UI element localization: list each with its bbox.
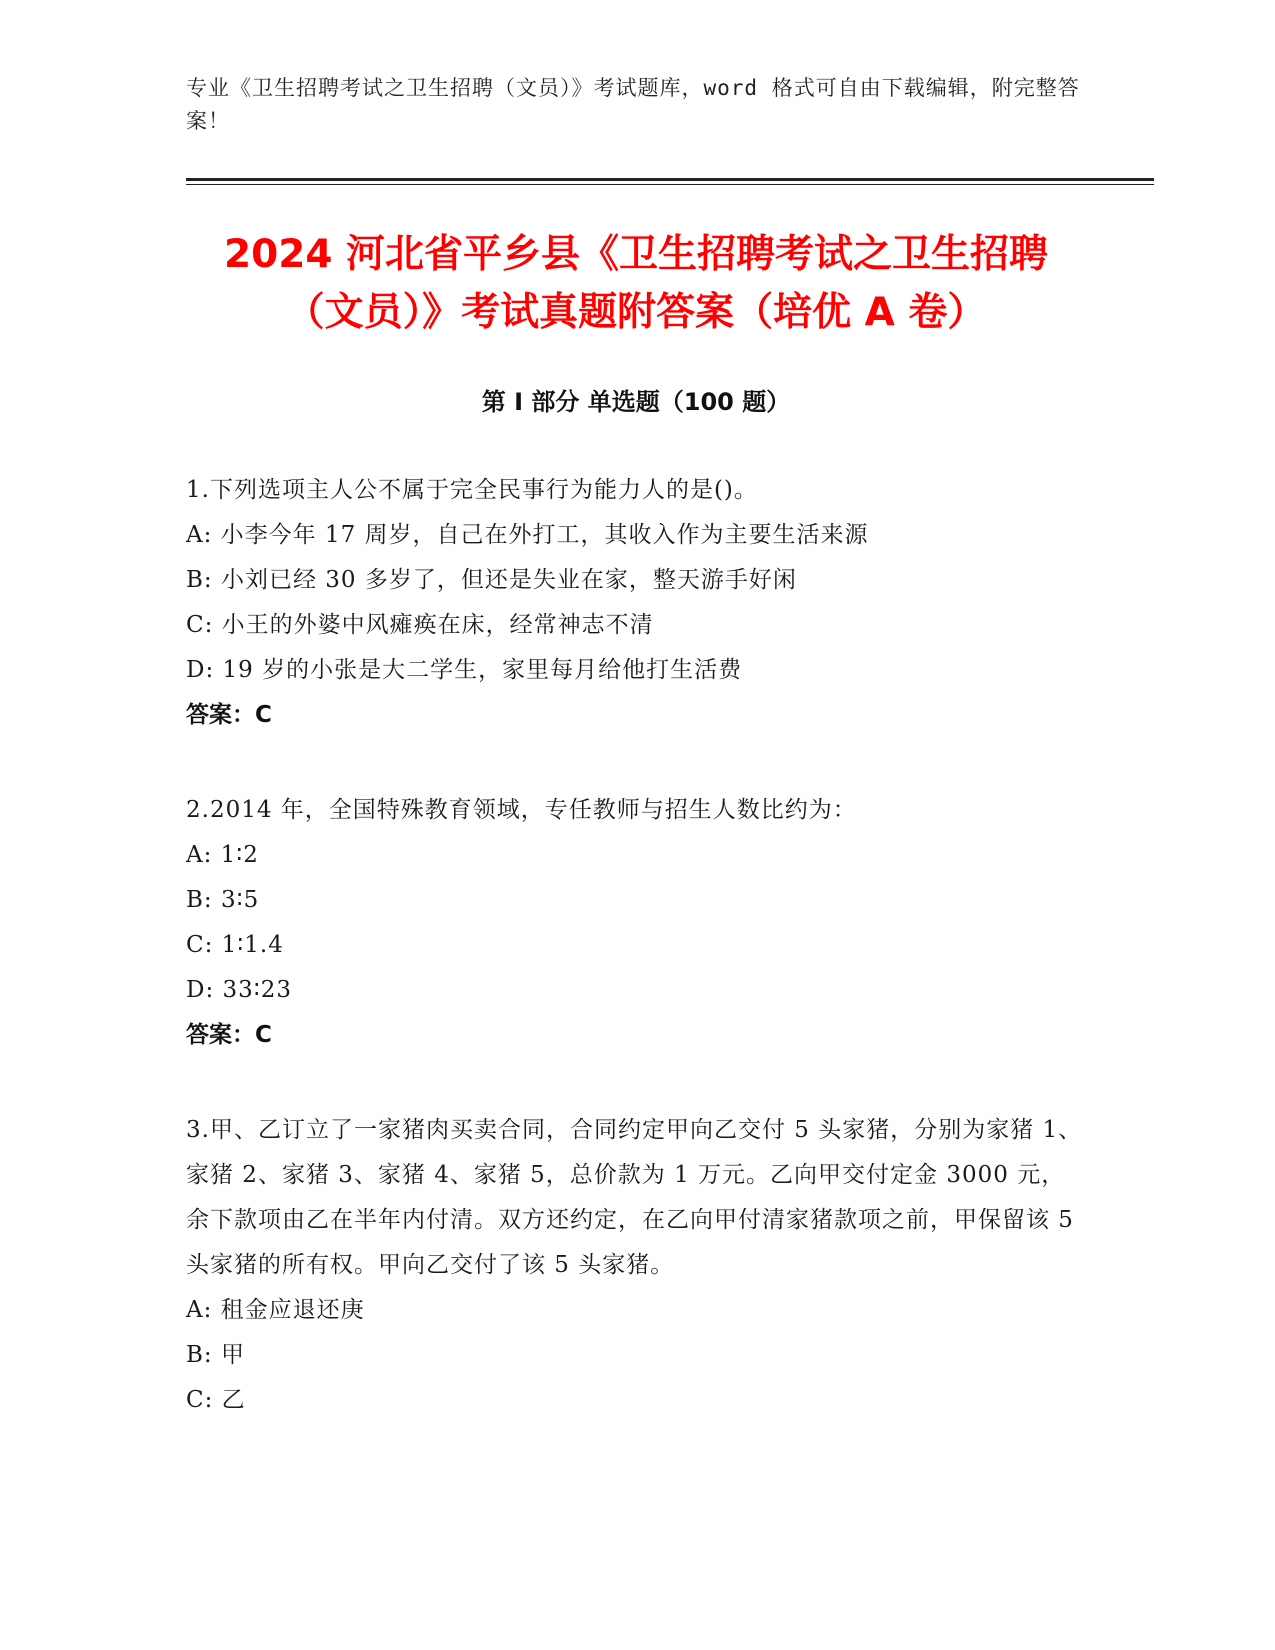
header-divider-thick <box>186 178 1154 181</box>
question-3 <box>186 1108 1086 1423</box>
option-b: B: 3∶5 <box>186 887 260 913</box>
question-stem: 3.甲、乙订立了一家猪肉买卖合同，合同约定甲向乙交付 5 头家猪，分别为家猪 1、家猪 2、家猪 3、家猪 4、家猪 5，总价款为 1 万元。乙向甲交付定金 3000 元，余下款项由乙在半年内付清。双方还约定，在乙向甲付清家猪款项之前，甲保留该 5 头家猪的所有权。甲向乙交付了该 5 头家猪。 <box>186 1117 1083 1278</box>
option-b: B: 甲 <box>186 1342 245 1368</box>
option-d: D: 33∶23 <box>186 977 293 1003</box>
header-note: 专业《卫生招聘考试之卫生招聘（文员）》考试题库，word 格式可自由下载编辑，附完整答案！ <box>186 76 1080 133</box>
question-stem: 1.下列选项主人公不属于完全民事行为能力人的是()。 <box>186 477 758 503</box>
answer: 答案：C <box>186 1022 272 1048</box>
document-title: 2024 河北省平乡县《卫生招聘考试之卫生招聘（文员）》考试真题附答案（培优 A 卷） <box>223 232 1049 335</box>
option-c: C: 1∶1.4 <box>186 932 284 958</box>
header-divider-thin <box>186 184 1154 185</box>
option-b: B: 小刘已经 30 多岁了，但还是失业在家，整天游手好闲 <box>186 567 797 593</box>
option-c: C: 乙 <box>186 1387 246 1413</box>
option-a: A: 租金应退还庚 <box>186 1297 365 1323</box>
option-a: A: 小李今年 17 周岁，自己在外打工，其收入作为主要生活来源 <box>186 522 869 548</box>
option-d: D: 19 岁的小张是大二学生，家里每月给他打生活费 <box>186 657 743 683</box>
question-stem: 2.2014 年，全国特殊教育领域，专任教师与招生人数比约为： <box>186 797 857 823</box>
option-a: A: 1∶2 <box>186 842 259 868</box>
question-1 <box>186 468 1086 738</box>
question-2 <box>186 788 1086 1058</box>
section-heading: 第 I 部分 单选题（100 题） <box>481 388 791 416</box>
option-c: C: 小王的外婆中风瘫痪在床，经常神志不清 <box>186 612 654 638</box>
answer: 答案：C <box>186 702 272 728</box>
